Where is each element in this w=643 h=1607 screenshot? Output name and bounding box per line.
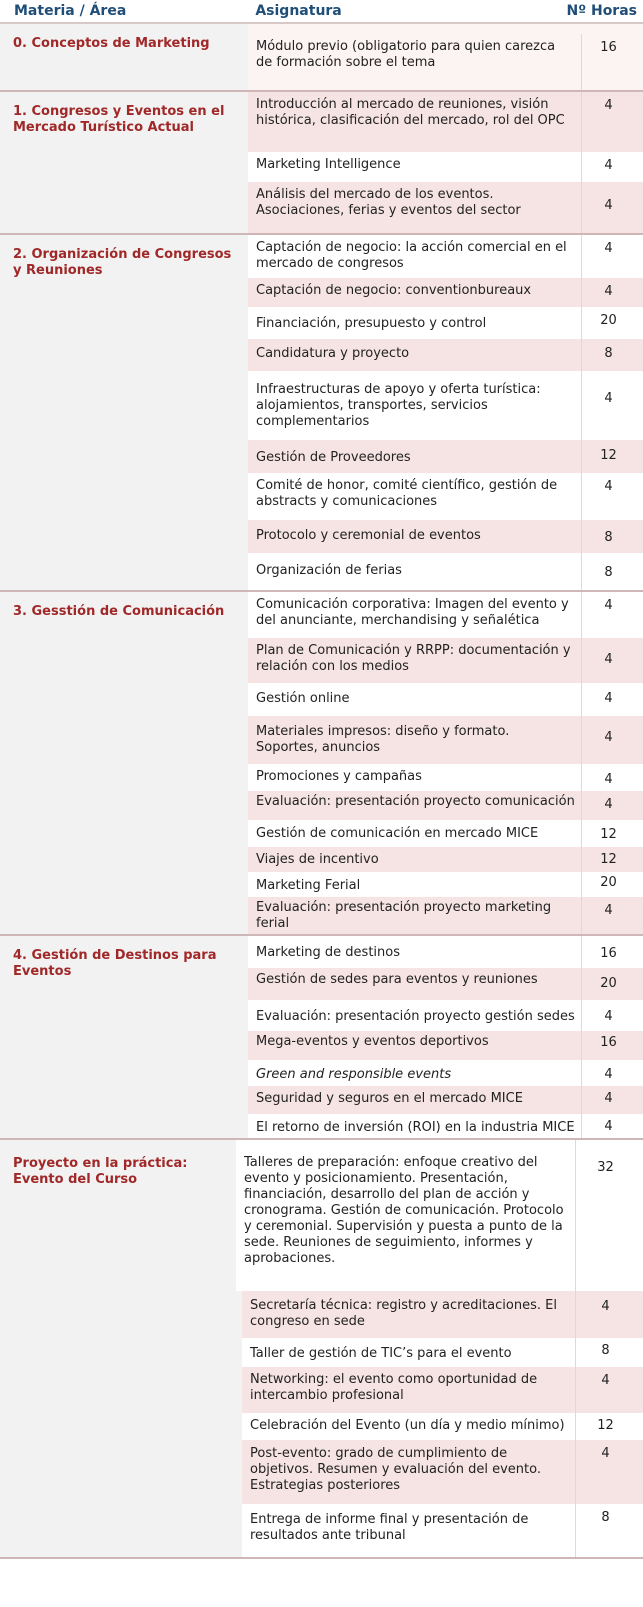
- area-title: 1. Congresos y Eventos en el Mercado Turístico Actual: [0, 92, 248, 233]
- subject-cell: Protocolo y ceremonial de eventos: [248, 520, 582, 553]
- table-row: [248, 440, 643, 473]
- table-row: [248, 820, 643, 847]
- table-row: [248, 1114, 643, 1138]
- hours-cell: 4: [604, 479, 613, 494]
- table-row: [248, 847, 643, 872]
- subject-cell: Seguridad y seguros en el mercado MICE: [248, 1086, 582, 1114]
- table-row: [242, 1413, 643, 1440]
- table-row: [248, 235, 643, 278]
- hours-cell: 8: [601, 1510, 610, 1525]
- header-subject: Asignatura: [255, 3, 342, 19]
- hours-cell: 4: [604, 1009, 613, 1024]
- hours-cell: 4: [604, 1119, 613, 1134]
- subject-cell: Networking: el evento como oportunidad de intercambio profesional: [242, 1367, 576, 1413]
- hours-cell: 4: [604, 241, 613, 256]
- area-group: [0, 592, 643, 936]
- subject-cell: El retorno de inversión (ROI) en la industria MICE: [248, 1114, 582, 1138]
- hours-cell: 20: [600, 976, 617, 991]
- subject-cell: Gestión de comunicación en mercado MICE: [248, 820, 582, 847]
- subject-cell: Marketing Intelligence: [248, 152, 582, 182]
- subject-cell: Organización de ferias: [248, 553, 582, 590]
- table-row: [248, 764, 643, 791]
- area-title: 3. Gesstión de Comunicación: [0, 592, 248, 934]
- area-title: 4. Gestión de Destinos para Eventos: [0, 936, 248, 1138]
- subject-cell: Plan de Comunicación y RRPP: documentación y relación con los medios: [248, 638, 582, 683]
- table-row: [248, 182, 643, 233]
- hours-cell: 4: [604, 98, 613, 113]
- hours-cell: 12: [600, 448, 617, 463]
- subject-cell: Comunicación corporativa: Imagen del evento y del anunciante, merchandising y señalética: [248, 592, 582, 638]
- table-header: [0, 0, 643, 24]
- table-row: [248, 968, 643, 1000]
- subject-cell: Evaluación: presentación proyecto comunicación: [248, 791, 582, 820]
- subject-cell: Gestión de sedes para eventos y reuniones: [248, 968, 582, 1000]
- subject-cell: Análisis del mercado de los eventos. Asociaciones, ferias y eventos del sector: [248, 182, 582, 233]
- header-area: Materia / Área: [14, 3, 127, 19]
- subject-cell: Secretaría técnica: registro y acreditaciones. El congreso en sede: [242, 1291, 576, 1338]
- hours-cell: 20: [600, 313, 617, 328]
- area-group: [0, 936, 643, 1140]
- table-row: [248, 638, 643, 683]
- subject-cell: Evaluación: presentación proyecto gestión sedes: [248, 1000, 582, 1031]
- table-row: [248, 339, 643, 371]
- table-row: [248, 1086, 643, 1114]
- hours-cell: 12: [600, 827, 617, 842]
- table-row: [248, 371, 643, 440]
- subject-cell: Talleres de preparación: enfoque creativo del evento y posicionamiento. Presentación, financiación, desarrollo del plan de acción y cronograma. Gestión de comunicación. Protocolo y ceremonial. Supervisión y puesta a punto de la sede. Reuniones de seguimiento, informes y aprobaciones.: [236, 1140, 576, 1291]
- hours-cell: 4: [604, 1067, 613, 1082]
- hours-cell: 4: [604, 691, 613, 706]
- subject-cell: Mega-eventos y eventos deportivos: [248, 1031, 582, 1060]
- subject-cell: Infraestructuras de apoyo y oferta turística: alojamientos, transportes, servicios complementarios: [248, 371, 582, 440]
- table-row: [248, 897, 643, 934]
- table-row: [248, 683, 643, 716]
- hours-cell: 20: [600, 875, 617, 890]
- hours-cell: 16: [600, 946, 617, 961]
- subject-cell: Captación de negocio: conventionbureaux: [248, 278, 582, 307]
- table-row: [248, 553, 643, 590]
- header-hours: Nº Horas: [566, 3, 637, 19]
- subject-cell: Gestión de Proveedores: [248, 440, 582, 473]
- hours-cell: 12: [600, 852, 617, 867]
- subject-cell: Comité de honor, comité científico, gestión de abstracts y comunicaciones: [248, 473, 582, 520]
- hours-cell: 4: [604, 652, 613, 667]
- hours-cell: 4: [604, 797, 613, 812]
- hours-cell: 8: [604, 346, 613, 361]
- hours-cell: 4: [601, 1446, 610, 1461]
- subject-cell: Candidatura y proyecto: [248, 339, 582, 371]
- subject-cell: Gestión online: [248, 683, 582, 716]
- hours-cell: 4: [601, 1373, 610, 1388]
- subject-cell: Viajes de incentivo: [248, 847, 582, 872]
- table-row: [248, 872, 643, 897]
- table-row: [236, 1140, 643, 1291]
- subject-cell: Taller de gestión de TIC’s para el evento: [242, 1338, 576, 1367]
- subject-cell: Marketing de destinos: [248, 936, 582, 968]
- hours-cell: 16: [600, 1035, 617, 1050]
- area-group: [0, 92, 643, 235]
- hours-cell: 4: [604, 391, 613, 406]
- subject-cell: Introducción al mercado de reuniones, visión histórica, clasificación del mercado, rol del OPC: [248, 92, 582, 152]
- hours-cell: 4: [604, 1091, 613, 1106]
- table-row: [248, 307, 643, 339]
- area-title: 0. Conceptos de Marketing: [0, 24, 248, 90]
- area-group: [0, 1140, 643, 1559]
- table-row: [242, 1338, 643, 1367]
- table-row: [248, 791, 643, 820]
- subject-cell: Post-evento: grado de cumplimiento de objetivos. Resumen y evaluación del evento. Estrategias posteriores: [242, 1440, 576, 1504]
- table-row: [248, 1031, 643, 1060]
- hours-cell: 8: [604, 530, 613, 545]
- table-row: [248, 1060, 643, 1086]
- hours-cell: 8: [601, 1343, 610, 1358]
- area-title: 2. Organización de Congresos y Reuniones: [0, 235, 248, 590]
- table-row: [242, 1440, 643, 1504]
- subject-cell: Materiales impresos: diseño y formato. Soportes, anuncios: [248, 716, 582, 764]
- hours-cell: 4: [604, 730, 613, 745]
- hours-cell: 4: [604, 903, 613, 918]
- table-row: [242, 1367, 643, 1413]
- table-row: [242, 1504, 643, 1557]
- table-row: [248, 1000, 643, 1031]
- area-title: Proyecto en la práctica: Evento del Curso: [0, 1140, 242, 1557]
- area-group: [0, 235, 643, 592]
- subject-cell: Green and responsible events: [248, 1060, 582, 1086]
- hours-cell: 4: [601, 1299, 610, 1314]
- table-row: [248, 278, 643, 307]
- subject-cell: Promociones y campañas: [248, 764, 582, 791]
- subject-cell: Financiación, presupuesto y control: [248, 307, 582, 339]
- table-row: [248, 716, 643, 764]
- hours-cell: 12: [597, 1418, 614, 1433]
- subject-cell: Marketing Ferial: [248, 872, 582, 897]
- hours-cell: 4: [604, 284, 613, 299]
- subject-cell: Captación de negocio: la acción comercial en el mercado de congresos: [248, 235, 582, 278]
- subject-cell: Evaluación: presentación proyecto marketing ferial: [248, 897, 582, 934]
- table-row: [248, 152, 643, 182]
- table-row: [248, 24, 643, 90]
- hours-cell: 32: [597, 1160, 614, 1175]
- table-row: [248, 520, 643, 553]
- table-row: [248, 92, 643, 152]
- hours-cell: 8: [604, 565, 613, 580]
- table-row: [242, 1291, 643, 1338]
- hours-cell: 4: [604, 158, 613, 173]
- hours-cell: 4: [604, 198, 613, 213]
- subject-cell: Celebración del Evento (un día y medio mínimo): [242, 1413, 576, 1440]
- hours-cell: 16: [600, 40, 617, 55]
- hours-cell: 4: [604, 598, 613, 613]
- table-row: [248, 936, 643, 968]
- subject-cell: Entrega de informe final y presentación de resultados ante tribunal: [242, 1504, 576, 1557]
- table-row: [248, 592, 643, 638]
- table-row: [248, 473, 643, 520]
- hours-cell: 4: [604, 772, 613, 787]
- area-group: [0, 24, 643, 92]
- subject-cell: Módulo previo (obligatorio para quien carezca de formación sobre el tema: [248, 34, 582, 90]
